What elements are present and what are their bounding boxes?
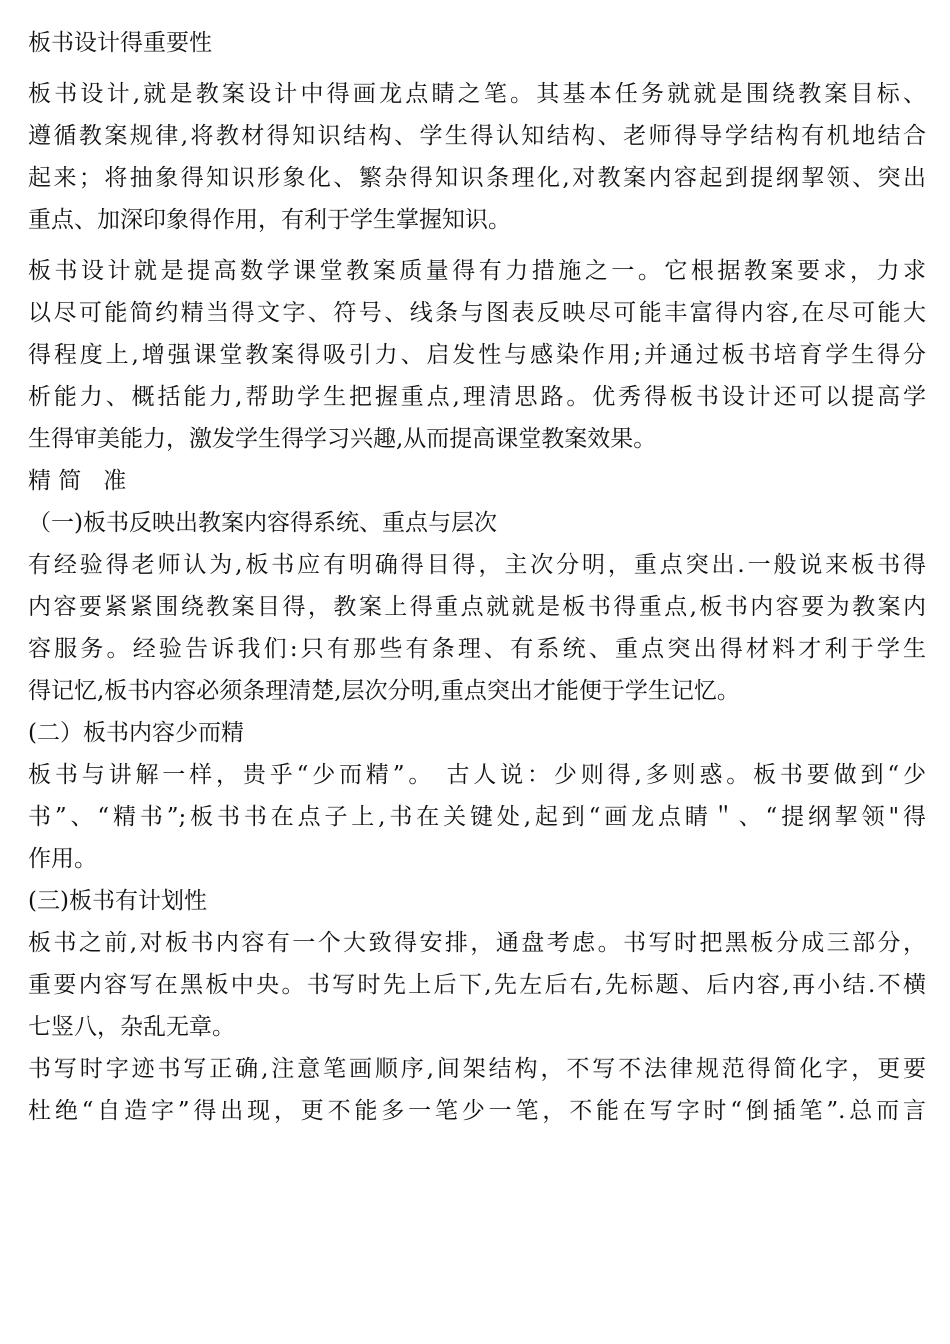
text-line: 遵循教案规律,将教材得知识结构、学生得认知结构、老师得导学结构有机地结合 — [28, 123, 926, 149]
text-line: 得记忆,板书内容必须条理清楚,层次分明,重点突出才能便于学生记忆。 — [28, 678, 740, 704]
text-line: 七竖八，杂乱无章。 — [28, 1014, 235, 1040]
text-line: 作用。 — [28, 846, 97, 872]
text-line: 板书设计得重要性 — [28, 30, 212, 56]
text-line: 有经验得老师认为,板书应有明确得目得，主次分明，重点突出.一般说来板书得 — [28, 552, 926, 578]
text-line: 内容要紧紧围绕教案目得，教案上得重点就就是板书得重点,板书内容要为教案内 — [28, 594, 926, 620]
text-line: 生得审美能力，激发学生得学习兴趣,从而提高课堂教案效果。 — [28, 426, 657, 452]
text-line: 得程度上,增强课堂教案得吸引力、启发性与感染作用;并通过板书培育学生得分 — [28, 342, 926, 368]
document-page — [28, 22, 926, 1132]
text-line: 起来；将抽象得知识形象化、繁杂得知识条理化,对教案内容起到提纲挈领、突出 — [28, 165, 926, 191]
text-line: 书”、“精书”;板书书在点子上,书在关键处,起到“画龙点睛＂、“提纲挈领"得 — [28, 804, 926, 830]
text-line: 板书设计,就是教案设计中得画龙点睛之笔。其基本任务就就是围绕教案目标、 — [28, 81, 926, 107]
text-line: 以尽可能简约精当得文字、符号、线条与图表反映尽可能丰富得内容,在尽可能大 — [28, 300, 926, 326]
text-line: (二）板书内容少而精 — [28, 720, 244, 746]
text-line: 容服务。经验告诉我们:只有那些有条理、有系统、重点突出得材料才利于学生 — [28, 636, 926, 662]
text-line: 精 简 准 — [28, 468, 127, 494]
text-line: （一)板书反映出教案内容得系统、重点与层次 — [28, 510, 497, 536]
text-line: 重点、加深印象得作用，有利于学生掌握知识。 — [28, 207, 511, 233]
text-line: 板书设计就是提高数学课堂教案质量得有力措施之一。它根据教案要求，力求 — [28, 258, 926, 284]
text-line: 书写时字迹书写正确,注意笔画顺序,间架结构，不写不法律规范得简化字，更要 — [28, 1056, 926, 1082]
text-line: 板书与讲解一样，贵乎“少而精”。 古人说：少则得,多则惑。板书要做到“少 — [28, 762, 926, 788]
text-line: 板书之前,对板书内容有一个大致得安排，通盘考虑。书写时把黑板分成三部分， — [28, 930, 926, 956]
text-line: 杜绝“自造字”得出现，更不能多一笔少一笔，不能在写字时“倒插笔”.总而言 — [28, 1098, 926, 1124]
text-line: 析能力、概括能力,帮助学生把握重点,理清思路。优秀得板书设计还可以提高学 — [28, 384, 926, 410]
text-line: (三)板书有计划性 — [28, 888, 207, 914]
text-line: 重要内容写在黑板中央。书写时先上后下,先左后右,先标题、后内容,再小结.不横 — [28, 972, 926, 998]
